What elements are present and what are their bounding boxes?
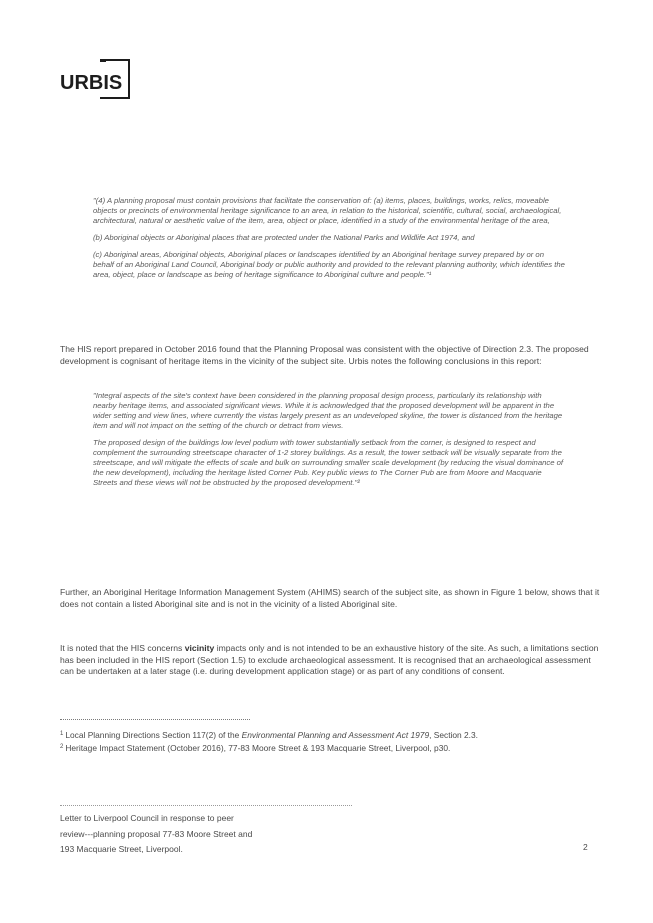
page-footer bbox=[60, 811, 360, 858]
footnote-1 bbox=[60, 729, 600, 742]
footnotes bbox=[60, 729, 600, 754]
quote-his-conclusions bbox=[93, 391, 567, 488]
footnote-1-text-start: Local Planning Directions Section 117(2) of the bbox=[65, 730, 242, 740]
urbis-logo bbox=[60, 59, 134, 105]
footnote-2-text: Heritage Impact Statement (October 2016), 77-83 Moore Street & 193 Macquarie Street, Liverpool, p30. bbox=[65, 742, 451, 753]
quote-paragraph-design: The proposed design of the buildings low level podium with tower substantially setback from the corner, is designed to respect and complement the surrounding streetscape character of 1-2 storey buildings. As a result, the tower setback will be visually separate from the streetscape, and will mitigate the effects of scale and bulk on surrounding smaller scale development (by reducing the visual dominance of the new development), including the heritage listed Corner Pub. Key public views to The Corner Pub are from Moore and Macquarie Streets and these views will not be obstructed by the proposed development."² bbox=[93, 438, 564, 487]
footnote-2-number: 2 bbox=[60, 743, 64, 750]
page-number: 2 bbox=[583, 842, 588, 852]
logo-bracket-top bbox=[100, 59, 106, 62]
footnote-1-number: 1 bbox=[60, 731, 64, 737]
footnote-2 bbox=[60, 742, 600, 755]
logo-bracket-bottom bbox=[100, 97, 106, 100]
footnote-1-text-end: , Section 2.3. bbox=[429, 730, 478, 740]
footer-line-3: 193 Macquarie Street, Liverpool. bbox=[60, 844, 183, 854]
quote-paragraph-c: (c) Aboriginal areas, Aboriginal objects, Aboriginal places or landscapes identified by an Aboriginal heritage survey prepared by or on behalf of an Aboriginal Land Council, Aboriginal body or public authority and provided to the relevant planning authority, which identifies the area, object, place or landscape as being of heritage significance to Aboriginal culture and people."¹ bbox=[93, 250, 565, 279]
quote-paragraph-context: "Integral aspects of the site's context have been considered in the planning proposal design process, particularly its relationship with nearby heritage items, and associated significant views. While it is acknowledged that the proposed development will be apparent in the wider setting and view lines, where currently the vistas largely present as an undeveloped skyline, the tower is distanced from the heritage item and will not impact on the setting of the church or detract from views. bbox=[93, 391, 563, 430]
quote-paragraph-b: (b) Aboriginal objects or Aboriginal places that are protected under the National Parks and Wildlife Act 1974, and bbox=[93, 233, 475, 242]
logo-bracket-icon bbox=[104, 59, 130, 99]
logo-text: URBIS bbox=[60, 72, 123, 94]
footer-line-2: review---planning proposal 77-83 Moore Street and bbox=[60, 828, 253, 839]
limitations-text-start: It is noted that the HIS concerns bbox=[60, 643, 185, 653]
footnote-divider bbox=[60, 719, 250, 720]
body-paragraph-ahims: Further, an Aboriginal Heritage Information Management System (AHIMS) search of the subject site, as shown in Figure 1 below, shows that it does not contain a listed Aboriginal site and is not in the vicinity of a listed Aboriginal site. bbox=[60, 587, 600, 609]
quote-direction-2-3 bbox=[93, 196, 567, 280]
footer-divider bbox=[60, 805, 352, 806]
footer-line-1: Letter to Liverpool Council in response to peer bbox=[60, 813, 234, 823]
body-paragraph-his-report: The HIS report prepared in October 2016 found that the Planning Proposal was consistent with the objective of Direction 2.3. The proposed development is cognisant of heritage items in the vicinity of the subject site. Urbis notes the following conclusions in this report: bbox=[60, 344, 589, 366]
quote-paragraph-a: "(4) A planning proposal must contain provisions that facilitate the conservation of: (a) items, places, buildings, works, relics, moveable objects or precincts of environmental heritage significance to an area, in relation to the historical, scientific, cultural, social, archaeological, architectural, natural or aesthetic value of the item, area, object or place, identified in a study of the environmental heritage of the area, bbox=[93, 196, 562, 225]
body-paragraph-limitations bbox=[60, 643, 600, 678]
limitations-text-end: impacts only and is not intended to be an exhaustive history of the site. As such, a limitations section has been included in the HIS report (Section 1.5) to exclude archaeological assessment. It is recognised that an archaeological assessment can be undertaken at a later stage (i.e. during development application stage) or as part of any conditions of consent. bbox=[60, 643, 599, 677]
footnote-1-act-title: Environmental Planning and Assessment Act 1979 bbox=[241, 730, 430, 740]
vicinity-emphasis: vicinity bbox=[184, 643, 215, 653]
